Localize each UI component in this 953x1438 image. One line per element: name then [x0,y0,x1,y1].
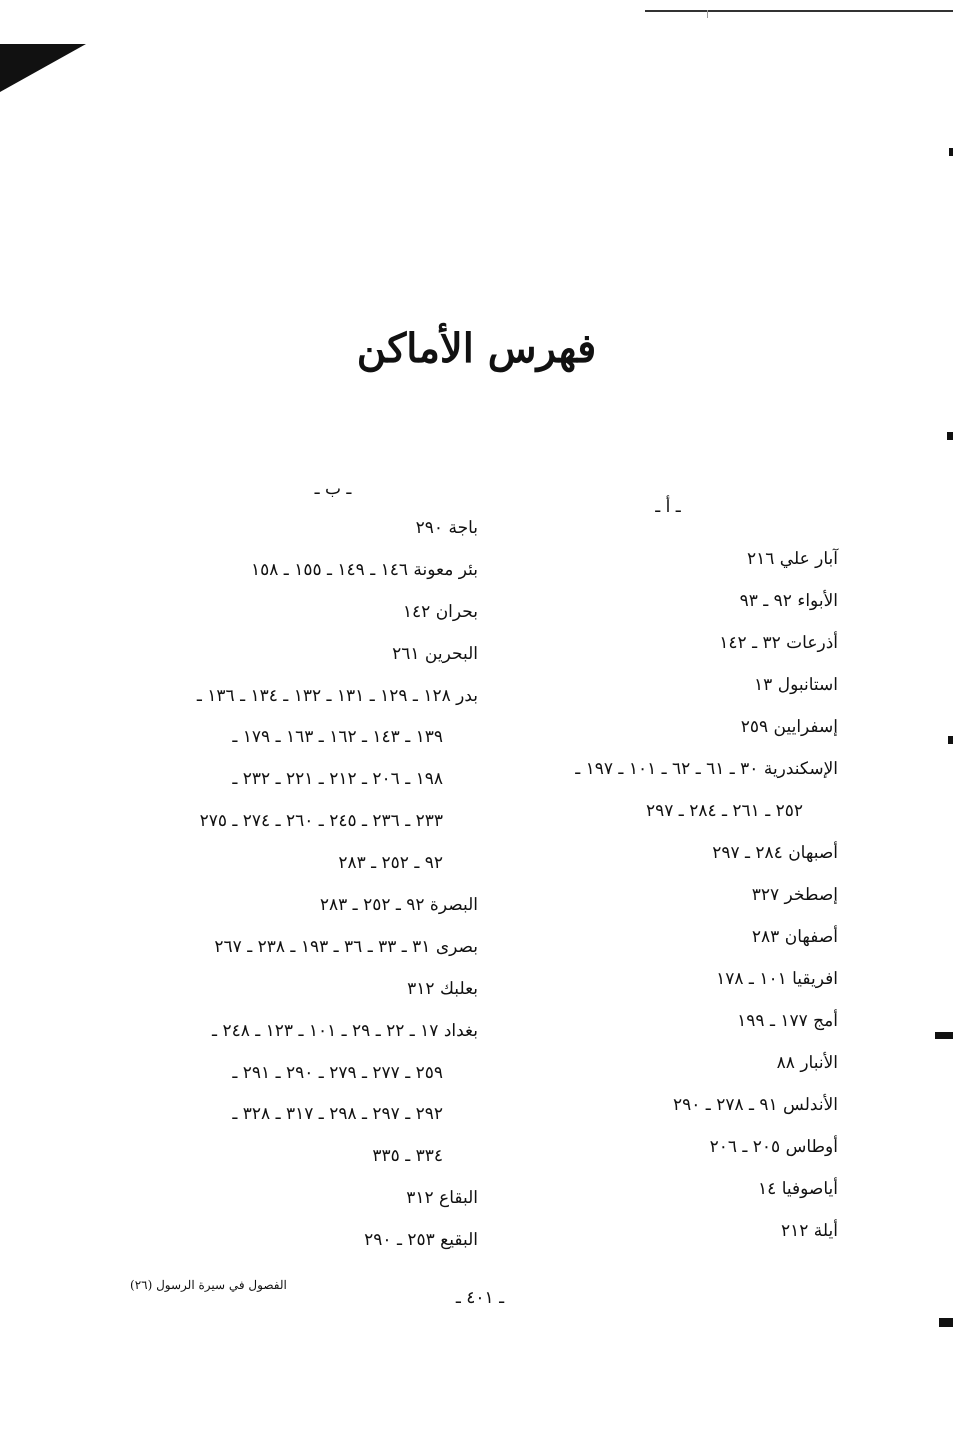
page-number: ـ ٤٠١ ـ [455,1288,505,1308]
index-entry: بدر ١٢٨ ـ ١٢٩ ـ ١٣١ ـ ١٣٢ ـ ١٣٤ ـ ١٣٦ ـ [196,685,478,706]
edge-mark [935,1032,953,1039]
index-entry-continuation: ٣٣٤ ـ ٣٣٥ [372,1146,443,1167]
index-entry: أذرعات ٣٢ ـ ١٤٢ [719,633,838,653]
corner-scan-mark [0,44,86,92]
index-entry: البحرين ٢٦١ [392,643,478,664]
index-entry: أياصوفيا ١٤ [758,1179,838,1199]
index-entry: بعلبك ٣١٢ [407,978,478,999]
section-letter: ـ أ ـ [655,497,681,517]
index-entry: أيلة ٢١٢ [780,1221,838,1241]
scan-edge-tick [707,10,708,18]
index-entry: أصبهان ٢٨٤ ـ ٢٩٧ [712,843,838,863]
edge-mark [939,1318,953,1327]
index-entry: البقاع ٣١٢ [406,1188,478,1209]
index-entry: البصرة ٩٢ ـ ٢٥٢ ـ ٢٨٣ [319,895,478,916]
index-entry-continuation: ٩٢ ـ ٢٥٢ ـ ٢٨٣ [338,853,443,874]
index-entry-continuation: ١٣٩ ـ ١٤٣ ـ ١٦٢ ـ ١٦٣ ـ ١٧٩ ـ [232,727,443,748]
index-entry: أمج ١٧٧ ـ ١٩٩ [737,1011,838,1031]
index-entry-continuation: ٢٣٣ ـ ٢٣٦ ـ ٢٤٥ ـ ٢٦٠ ـ ٢٧٤ ـ ٢٧٥ [199,811,443,832]
entry-list [133,508,478,1262]
index-entry: البقيع ٢٥٣ ـ ٢٩٠ [364,1230,478,1251]
index-entry: الأندلس ٩١ ـ ٢٧٨ ـ ٢٩٠ [672,1095,838,1115]
index-entry: الأبواء ٩٢ ـ ٩٣ [739,591,838,611]
index-entry-continuation: ٢٥٢ ـ ٢٦١ ـ ٢٨٤ ـ ٢٩٧ [645,801,803,821]
index-column-ba [133,470,478,1262]
page-title: فهرس الأماكن [356,325,597,372]
index-entry: بغداد ١٧ ـ ٢٢ ـ ٢٩ ـ ١٠١ ـ ١٢٣ ـ ٢٤٨ ـ [212,1020,478,1041]
index-entry: الإسكندرية ٣٠ ـ ٦١ ـ ٦٢ ـ ١٠١ ـ ١٩٧ ـ [575,759,838,779]
index-entry: استانبول ١٣ [754,675,838,695]
index-column-alif [498,488,838,1252]
edge-mark [949,148,953,156]
index-entry: بصرى ٣١ ـ ٣٣ ـ ٣٦ ـ ١٩٣ ـ ٢٣٨ ـ ٢٦٧ [214,936,478,957]
index-entry: إصطخر ٣٢٧ [751,885,838,905]
entry-list [498,538,838,1252]
index-entry: أصفهان ٢٨٣ [751,927,838,947]
index-entry-continuation: ١٩٨ ـ ٢٠٦ ـ ٢١٢ ـ ٢٢١ ـ ٢٣٢ ـ [232,769,443,790]
index-entry: افريقيا ١٠١ ـ ١٧٨ [716,969,838,989]
index-entry: إسفرايين ٢٥٩ [740,717,838,737]
scan-edge-line [645,10,953,12]
index-entry-continuation: ٢٩٢ ـ ٢٩٧ ـ ٢٩٨ ـ ٣١٧ ـ ٣٢٨ ـ [232,1104,443,1125]
index-entry: بحران ١٤٢ [402,601,478,622]
edge-mark [948,736,953,744]
index-entry: أوطاس ٢٠٥ ـ ٢٠٦ [709,1137,838,1157]
index-entry: باجة ٢٩٠ [415,518,478,538]
footer-note: الفصول في سيرة الرسول (٢٦) [130,1278,287,1292]
index-entry: الأنبار ٨٨ [776,1053,838,1073]
section-letter: ـ ب ـ [314,479,352,499]
edge-mark [947,432,953,440]
index-entry-continuation: ٢٥٩ ـ ٢٧٧ ـ ٢٧٩ ـ ٢٩٠ ـ ٢٩١ ـ [232,1062,443,1083]
index-entry: بئر معونة ١٤٦ ـ ١٤٩ ـ ١٥٥ ـ ١٥٨ [251,559,478,580]
index-entry: آبار علي ٢١٦ [747,549,838,569]
